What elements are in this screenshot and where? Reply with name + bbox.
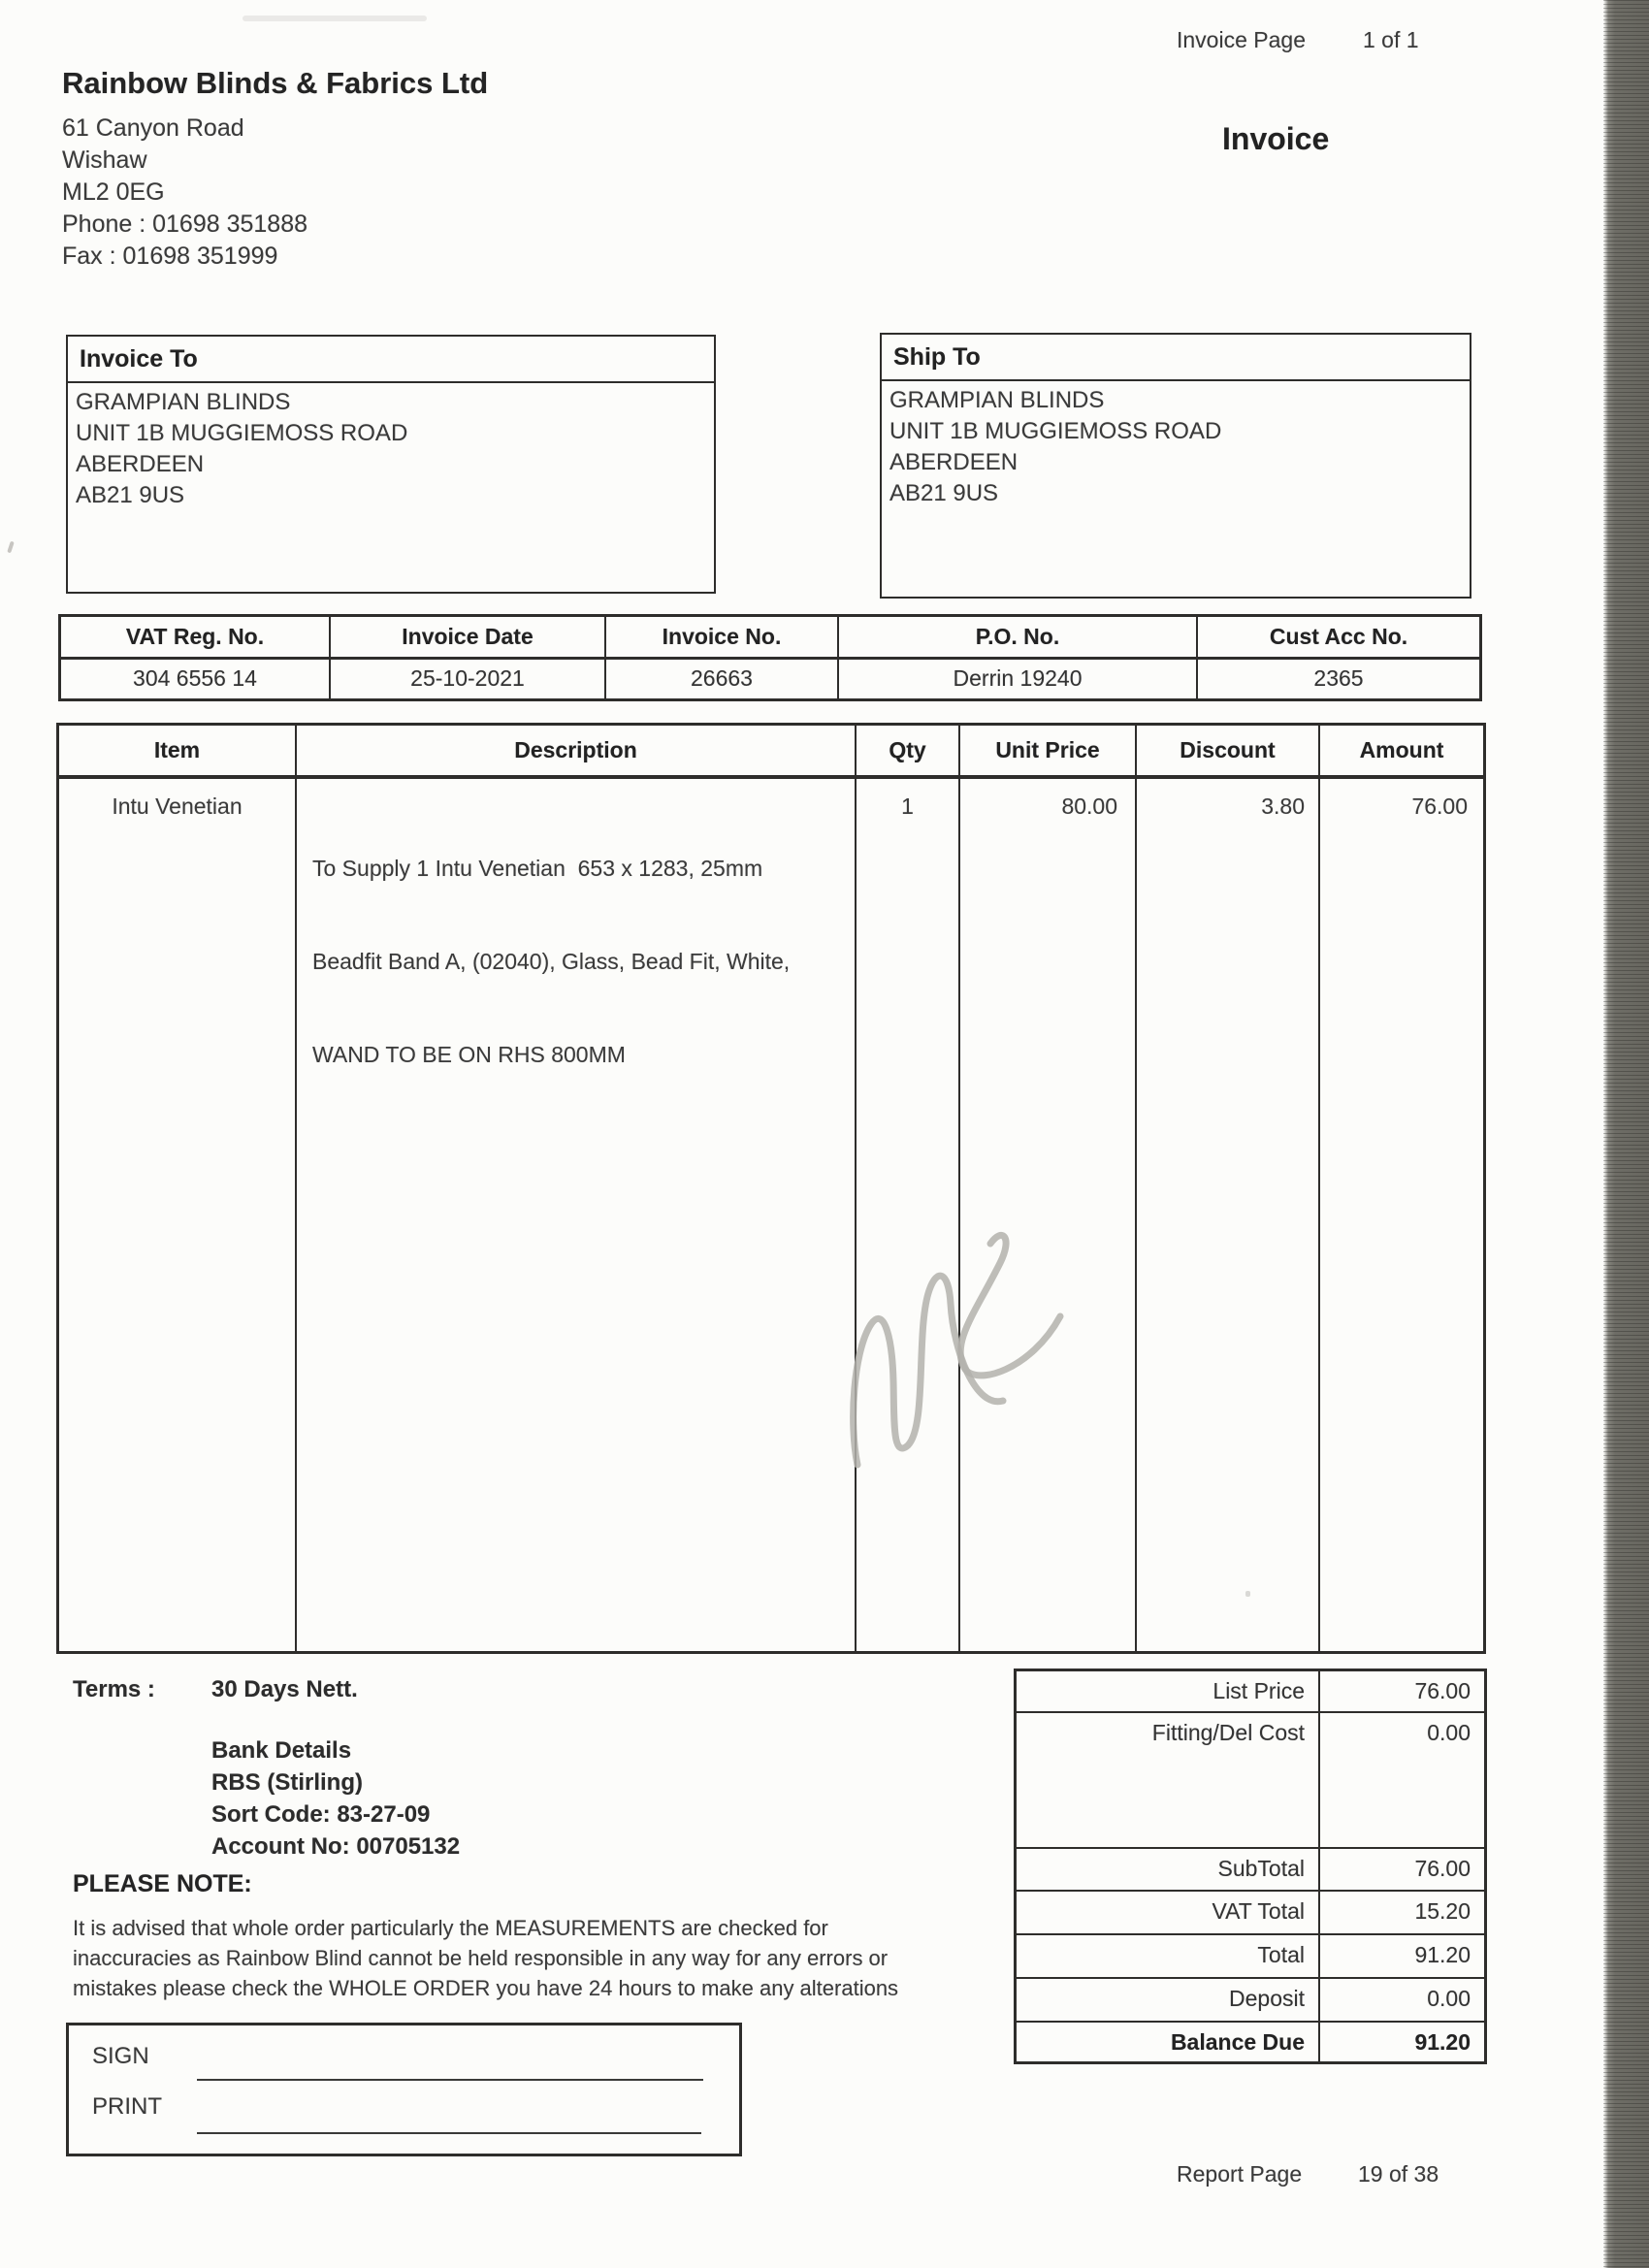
invoice-meta-table (58, 614, 1482, 701)
company-name: Rainbow Blinds & Fabrics Ltd (62, 66, 489, 100)
scan-artifact (7, 541, 15, 554)
print-label: PRINT (92, 2093, 162, 2120)
totals-label: Total (1017, 1935, 1320, 1977)
scanner-edge-band (1603, 0, 1649, 2268)
item-unit-price-cell: 80.00 (960, 779, 1137, 1651)
meta-header-cust-acc: Cust Acc No. (1269, 623, 1408, 649)
scan-artifact (1245, 1591, 1250, 1597)
meta-value-po: Derrin 19240 (839, 660, 1198, 699)
totals-value: 0.00 (1427, 1986, 1471, 2011)
line-items-table (56, 723, 1486, 1654)
totals-row-balance-due (1017, 2023, 1484, 2061)
report-page-value: 19 of 38 (1358, 2161, 1439, 2187)
bank-details-block (211, 1734, 460, 1863)
items-header-discount: Discount (1137, 726, 1320, 775)
company-phone: Phone : 01698 351888 (62, 211, 308, 238)
invoice-page-label: Invoice Page (1177, 27, 1306, 52)
totals-value: 0.00 (1427, 1720, 1471, 1745)
totals-label: List Price (1017, 1671, 1320, 1711)
meta-value-date: 25-10-2021 (331, 660, 606, 699)
item-discount-cell: 3.80 (1137, 779, 1320, 1651)
invoice-page-value: 1 of 1 (1363, 27, 1419, 52)
totals-row-fitting-del-cost (1017, 1713, 1484, 1849)
company-address-line: 61 Canyon Road (62, 114, 244, 142)
report-page-label: Report Page (1177, 2161, 1303, 2187)
totals-row-list-price (1017, 1671, 1484, 1713)
totals-label: Deposit (1017, 1979, 1320, 2021)
totals-label: VAT Total (1017, 1892, 1320, 1933)
item-description-line: To Supply 1 Intu Venetian 653 x 1283, 25mm (312, 856, 763, 881)
items-header-item: Item (59, 726, 297, 775)
item-qty-cell: 1 (857, 779, 960, 1651)
please-note-body: It is advised that whole order particularly the MEASUREMENTS are checked for inaccuracies as Rainbow Blind cannot be held responsible in any way for any errors or mistakes please check the WHOLE ORDER you have 24 hours to make any alterations (73, 1916, 899, 2000)
handwritten-initials-mc (832, 1215, 1094, 1506)
bank-details-line: Account No: 00705132 (211, 1833, 461, 1860)
totals-label: SubTotal (1017, 1849, 1320, 1890)
company-fax: Fax : 01698 351999 (62, 243, 278, 270)
item-name-cell: Intu Venetian (59, 779, 297, 1651)
meta-header-po: P.O. No. (839, 617, 1198, 657)
terms-value: 30 Days Nett. (211, 1676, 358, 1702)
signature-box (66, 2023, 742, 2156)
invoice-to-line: UNIT 1B MUGGIEMOSS ROAD (76, 420, 408, 446)
meta-header-vat: VAT Reg. No. (61, 617, 331, 657)
meta-header-date: Invoice Date (331, 617, 606, 657)
item-description-line: Beadfit Band A, (02040), Glass, Bead Fit, White, (312, 949, 791, 974)
item-amount-cell: 76.00 (1411, 794, 1468, 819)
ship-to-title: Ship To (882, 335, 1470, 381)
ship-to-box (880, 333, 1471, 599)
bank-details-line: RBS (Stirling) (211, 1769, 363, 1796)
meta-value-cust-acc: 2365 (1313, 665, 1364, 692)
totals-table (1014, 1669, 1487, 2064)
ship-to-line: ABERDEEN (889, 449, 1018, 475)
invoice-to-box (66, 335, 716, 594)
company-address (62, 113, 307, 273)
totals-value: 91.20 (1414, 1942, 1471, 1967)
invoice-to-title: Invoice To (68, 337, 714, 383)
item-description-line: WAND TO BE ON RHS 800MM (312, 1042, 626, 1067)
ship-to-line: AB21 9US (889, 480, 999, 506)
terms-label: Terms : (73, 1676, 155, 1702)
items-body-row (59, 779, 1483, 1651)
company-address-line: ML2 0EG (62, 178, 165, 206)
totals-value: 91.20 (1414, 2029, 1471, 2055)
meta-value-vat: 304 6556 14 (61, 660, 331, 699)
totals-label: Balance Due (1017, 2023, 1320, 2061)
please-note-title: PLEASE NOTE: (73, 1870, 252, 1897)
items-header-qty: Qty (857, 726, 960, 775)
item-description-cell (297, 779, 857, 1651)
totals-value: 76.00 (1414, 1678, 1471, 1703)
items-header-row (59, 726, 1483, 779)
sign-line (197, 2079, 703, 2081)
totals-value: 15.20 (1414, 1898, 1471, 1924)
totals-row-vat-total (1017, 1892, 1484, 1935)
totals-label: Fitting/Del Cost (1017, 1713, 1320, 1847)
items-header-unit-price: Unit Price (960, 726, 1137, 775)
invoice-to-line: ABERDEEN (76, 451, 205, 477)
sign-label: SIGN (92, 2043, 149, 2069)
ship-to-line: UNIT 1B MUGGIEMOSS ROAD (889, 418, 1222, 444)
company-address-line: Wishaw (62, 146, 147, 174)
invoice-to-line: AB21 9US (76, 482, 185, 508)
print-line (197, 2132, 701, 2134)
items-header-amount: Amount (1359, 737, 1444, 762)
scan-artifact (242, 16, 427, 21)
totals-row-total (1017, 1935, 1484, 1979)
ship-to-line: GRAMPIAN BLINDS (889, 387, 1105, 413)
bank-details-title: Bank Details (211, 1737, 352, 1764)
items-header-description: Description (297, 726, 857, 775)
meta-header-row (61, 617, 1479, 660)
totals-row-subtotal (1017, 1849, 1484, 1892)
invoice-title: Invoice (1222, 121, 1330, 156)
bank-details-line: Sort Code: 83-27-09 (211, 1801, 431, 1828)
totals-row-deposit (1017, 1979, 1484, 2023)
totals-value: 76.00 (1414, 1856, 1471, 1881)
meta-value-row (61, 660, 1479, 699)
invoice-to-line: GRAMPIAN BLINDS (76, 389, 291, 415)
meta-value-invoice-no: 26663 (606, 660, 839, 699)
meta-header-invoice-no: Invoice No. (606, 617, 839, 657)
